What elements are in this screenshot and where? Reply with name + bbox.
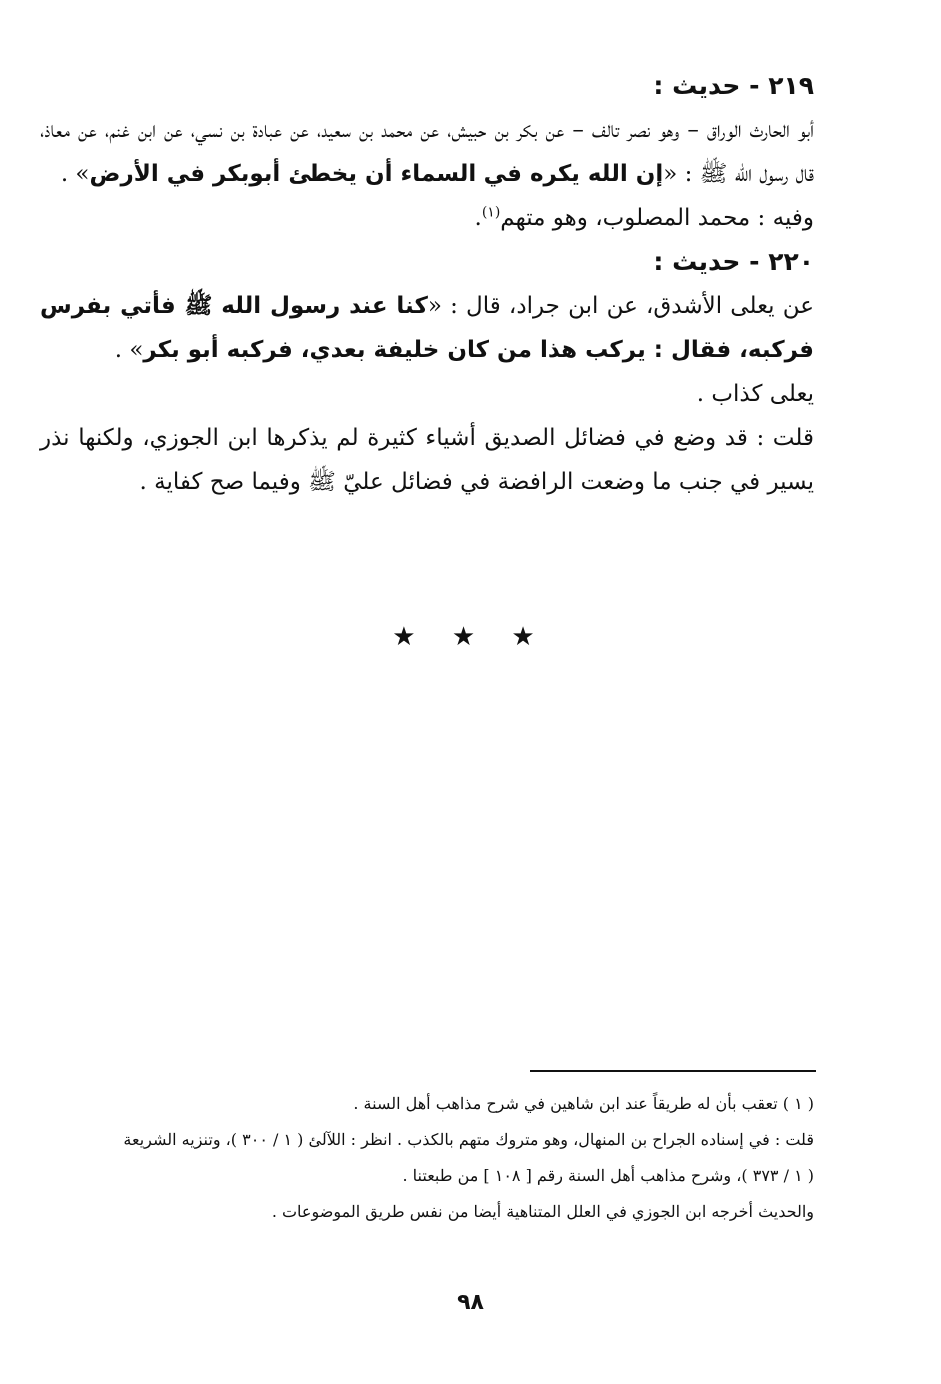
conclusion-paragraph: [40, 416, 814, 504]
hadith-219-line1: أبو الحارث الوراق – وهو نصر تالف – عن بكر بن حبيش، عن محمد بن سعيد،: [316, 117, 815, 143]
hadith-219-note-end: .: [474, 205, 482, 231]
hadith-219-note-text: وفيه : محمد المصلوب، وهو متهم: [500, 205, 814, 231]
conclusion-line2: نذر يسير في جنب ما وضعت الرافضة في فضائل عليّ ﷺ وفيما صح كفاية .: [40, 425, 814, 495]
hadith-220-line1: عن يعلى الأشدق، عن ابن جراد، قال : «: [427, 293, 815, 319]
footnote-1-comment-line3: والحديث أخرجه ابن الجوزي في العلل المتناهية أيضا من نفس طريق الموضوعات .: [271, 1202, 814, 1221]
hadith-219-text-part2: السماء أن يخطئ أبوبكر في الأرض: [89, 161, 477, 187]
hadith-219-heading: ٢١٩ - حديث :: [653, 71, 814, 100]
hadith-220-text-part1: كنا عند رسول الله ﷺ فأتي بفرس: [40, 293, 428, 319]
hadith-220-heading: ٢٢٠ - حديث :: [653, 247, 814, 276]
page-number: ٩٨: [457, 1290, 484, 1315]
footnote-1-comment-line1: قلت : في إسناده الجراح بن المنهال، وهو متروك متهم بالكذب . انظر : اللآلئ ( ١ / ٣٠٠ )، وتنزيه الشريعة: [123, 1130, 814, 1149]
conclusion-line1: قلت : قد وضع في فضائل الصديق أشياء كثيرة لم يذكرها ابن الجوزي، ولكنها: [78, 425, 815, 451]
footnote-1: ( ١ ) تعقب بأن له طريقاً عند ابن شاهين في شرح مذاهب أهل السنة .: [353, 1094, 814, 1113]
footnote-reference: (١): [481, 204, 501, 221]
hadith-219-note: [40, 196, 814, 240]
footnote-1-comment-line2: ( ١ / ٣٧٣ )، وشرح مذاهب أهل السنة رقم [ ١٠٨ ] من طبعتنا .: [402, 1166, 814, 1185]
hadith-220-note: يعلى كذاب .: [696, 381, 814, 407]
hadith-219-line2: عن عبادة بن نسي، عن ابن غنم، عن معاذ، قال رسول الله ﷺ : «: [40, 117, 814, 187]
footnotes: [40, 1086, 814, 1230]
hadith-219-close-quote: » .: [60, 161, 90, 187]
hadith-220-close-quote: » .: [114, 337, 144, 363]
hadith-219-paragraph: [40, 108, 814, 196]
section-separator-stars: ★ ★ ★: [392, 622, 549, 652]
main-text: [40, 64, 814, 504]
footnote-divider: [530, 1070, 816, 1072]
hadith-220-paragraph: [40, 284, 814, 372]
hadith-220-text-part2: فركبه، فقال : يركب هذا من كان خليفة بعدي، فركبه أبو بكر: [143, 337, 814, 363]
hadith-219-text-part1: إن الله يكره في: [483, 161, 664, 187]
